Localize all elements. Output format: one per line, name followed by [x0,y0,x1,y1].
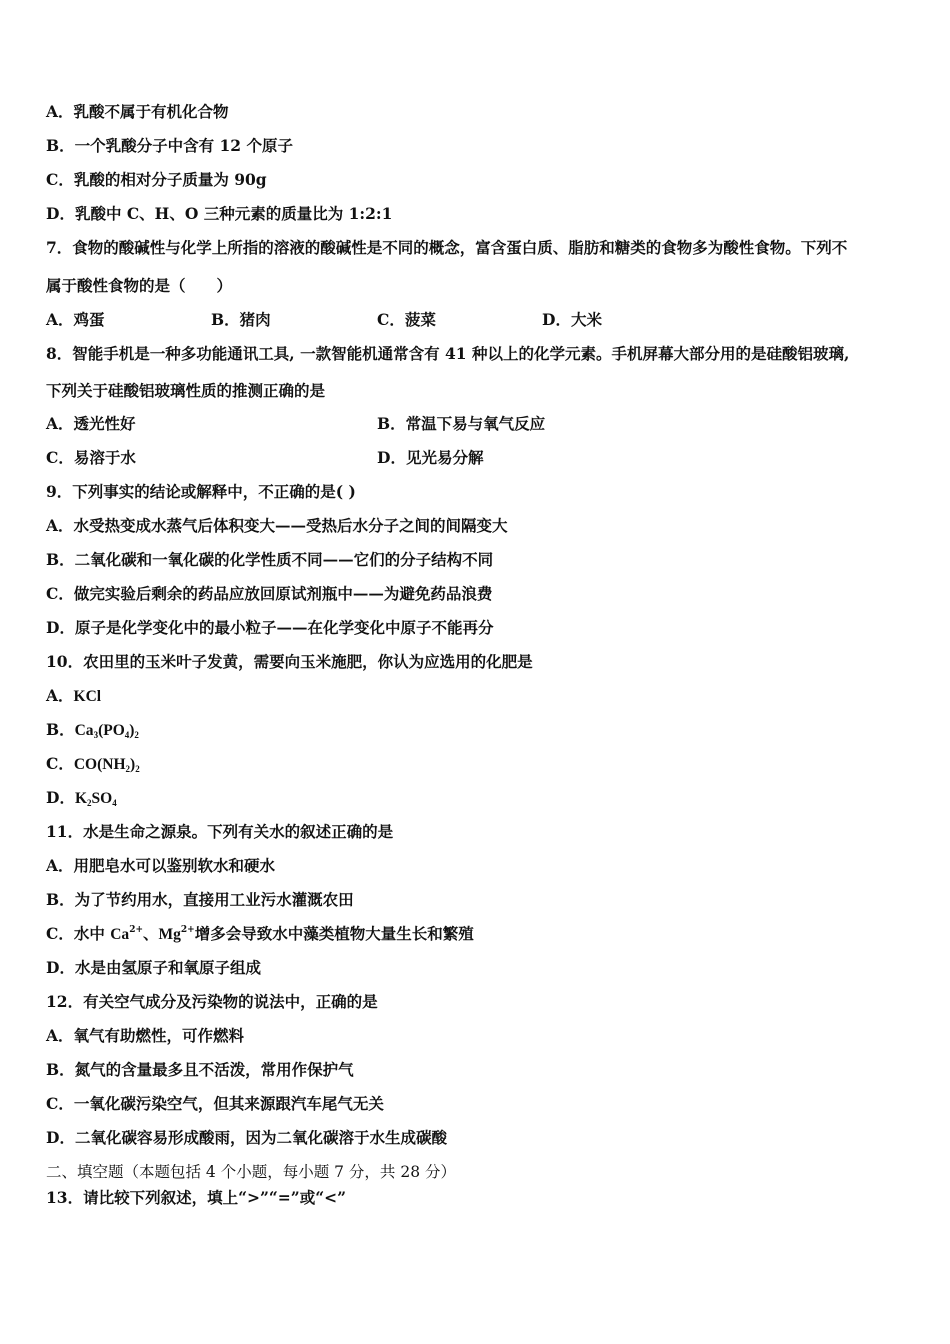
formula-part: ) [130,756,136,773]
q12-option-a: A．氧气有助燃性，可作燃料 [46,1026,245,1045]
q10-option-c [46,754,140,775]
q12-option-c: C．一氧化碳污染空气，但其来源跟汽车尾气无关 [46,1094,384,1113]
q8-stem-line1: 8．智能手机是一种多功能通讯工具, 一款智能机通常含有 41 种以上的化学元素。手机屏幕大部分用的是硅酸铝玻璃, [46,344,850,363]
q12-option-d: D．二氧化碳容易形成酸雨，因为二氧化碳溶于水生成碳酸 [46,1128,447,1147]
q10-option-d-label: D． [46,788,75,807]
formula-part: Ca [74,722,94,739]
q10-option-d-formula [75,790,117,807]
q11-option-c [46,924,474,945]
q6-option-a: A．乳酸不属于有机化合物 [46,102,229,121]
formula-subscript: 2 [134,730,139,740]
q8-option-b: B．常温下易与氧气反应 [377,414,546,433]
q8-option-d: D．见光易分解 [377,448,484,467]
formula-subscript: 2 [125,764,131,774]
q10-option-d [46,788,117,809]
formula-subscript: 2 [87,798,92,808]
q10-option-a-formula: KCl [73,688,102,705]
q12-option-b: B．氮气的含量最多且不活泼，常用作保护气 [46,1060,354,1079]
q10-option-b-formula [75,722,139,739]
q10-option-a [46,686,101,707]
q6-option-d: D．乳酸中 C、H、O 三种元素的质量比为 1:2:1 [46,204,393,223]
q12-stem: 12．有关空气成分及污染物的说法中，正确的是 [46,992,378,1011]
formula-part: SO [91,790,113,807]
q13-stem: 13．请比较下列叙述，填上“>”“=”或“<” [46,1188,347,1207]
q11-option-d: D．水是由氢原子和氧原子组成 [46,958,261,977]
q6-option-c: C．乳酸的相对分子质量为 90g [46,170,267,189]
q9-option-b: B．二氧化碳和一氧化碳的化学性质不同——它们的分子结构不同 [46,550,494,569]
formula-part: K [74,790,88,807]
formula-subscript: 3 [93,730,99,740]
q9-option-a: A．水受热变成水蒸气后体积变大——受热后水分子之间的间隔变大 [46,516,508,535]
q11-option-b: B．为了节约用水，直接用工业污水灌溉农田 [46,890,354,909]
q6-option-b: B．一个乳酸分子中含有 12 个原子 [46,136,293,155]
q11-option-a: A．用肥皂水可以鉴别软水和硬水 [46,856,276,875]
ion-charge: 2+ [129,925,143,935]
q11-stem: 11．水是生命之源泉。下列有关水的叙述正确的是 [46,822,394,841]
q8-option-a: A．透光性好 [46,414,136,433]
calcium-ion: Ca [110,926,130,943]
q11-option-c-label: C．水中 [46,924,111,943]
q7-option-c: C．菠菜 [377,310,436,329]
q9-stem: 9．下列事实的结论或解释中，不正确的是( ) [46,482,356,501]
formula-subscript: 2 [135,764,140,774]
q7-option-a: A．鸡蛋 [46,310,105,329]
q9-option-d: D．原子是化学变化中的最小粒子——在化学变化中原子不能再分 [46,618,494,637]
q10-option-b [46,720,139,741]
formula-part: (PO [98,722,125,739]
q10-stem: 10．农田里的玉米叶子发黄，需要向玉米施肥，你认为应选用的化肥是 [46,652,533,671]
q7-stem-line2: 属于酸性食物的是（ ） [46,276,233,295]
section-2-title: 二、填空题（本题包括 4 个小题，每小题 7 分，共 28 分） [46,1163,457,1181]
q8-stem-line2: 下列关于硅酸铝玻璃性质的推测正确的是 [46,381,326,400]
q7-stem-line1: 7．食物的酸碱性与化学上所指的溶液的酸碱性是不同的概念，富含蛋白质、脂肪和糖类的食物多为酸性食物。下列不 [46,238,848,257]
q10-option-c-label: C． [46,754,74,773]
q7-option-d: D．大米 [542,310,602,329]
q10-option-c-formula [74,756,140,773]
q10-option-b-label: B． [46,720,75,739]
separator: 、 [143,924,159,943]
formula-subscript: 4 [124,730,130,740]
q11-option-c-text: 增多会导致水中藻类植物大量生长和繁殖 [194,924,474,943]
formula-part: ) [129,722,135,739]
magnesium-ion: Mg [158,926,181,943]
q9-option-c: C．做完实验后剩余的药品应放回原试剂瓶中——为避免药品浪费 [46,584,493,603]
formula-part: CO(NH [73,756,126,773]
ion-charge: 2+ [180,925,195,935]
q7-option-b: B．猪肉 [211,310,271,329]
q8-option-c: C．易溶于水 [46,448,136,467]
q10-option-a-label: A． [46,686,74,705]
formula-subscript: 4 [112,798,117,808]
